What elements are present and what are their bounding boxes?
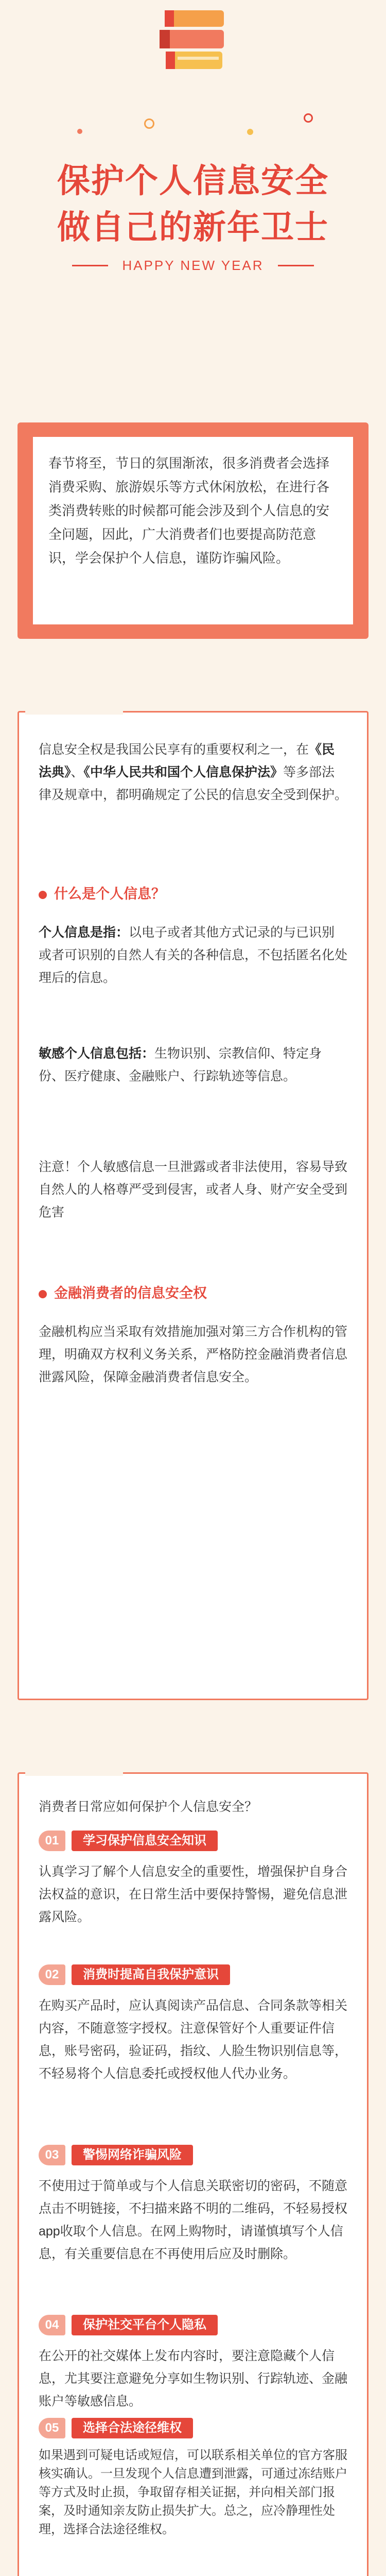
decor-dot: [144, 118, 154, 129]
heading-text: 金融消费者的信息安全权: [54, 1285, 207, 1301]
decor-dot: [247, 129, 253, 135]
bullet-icon: [39, 1290, 47, 1298]
tip-text: 在购买产品时，应认真阅读产品信息、合同条款等相关内容，不随意签字授权。注意保管好个人重要证件信息，账号密码，验证码，指纹、人脸生物识别信息等，不轻易将个人信息委托或授权他人代办业务。: [39, 1998, 348, 2081]
tip-number: 02: [39, 1964, 65, 1985]
decor-dot: [77, 129, 82, 134]
decor-dot: [304, 113, 313, 123]
heading-financial-rights: [39, 1282, 207, 1302]
heading-text: 什么是个人信息？: [54, 886, 165, 902]
heading-what-is-info: [39, 883, 165, 903]
tip-number: 01: [39, 1831, 65, 1851]
divider-right: [278, 265, 314, 266]
rights-paragraph: [39, 738, 347, 806]
tip-text: 在公开的社交媒体上发布内容时，要注意隐藏个人信息，尤其要注意避免分享如生物识别、行踪轨迹、金融账户等敏感信息。: [39, 2349, 348, 2409]
law-civil-code: 《民法典》: [39, 742, 335, 779]
tip-number: 03: [39, 2145, 65, 2165]
sensitive-label: 敏感个人信息包括：: [39, 1046, 155, 1061]
hero-title-line1: 保护个人信息安全: [57, 162, 329, 199]
warning-paragraph: 注意！个人敏感信息一旦泄露或者非法使用，容易导致自然人的人格尊严受到侵害，或者人身、财产安全受到危害: [39, 1160, 348, 1219]
tip-number: 05: [39, 2418, 65, 2438]
tip-title: 消费时提高自我保护意识: [72, 1964, 230, 1985]
hero-title-line2: 做自己的新年卫士: [57, 209, 329, 246]
rights-text-b: 、: [71, 765, 84, 779]
definition-label: 个人信息是指：: [39, 925, 129, 940]
definition-paragraph: [39, 921, 347, 989]
sensitive-paragraph: [39, 1042, 347, 1088]
sensitive-text: 生物识别、宗教信仰、特定身份、医疗健康、金融账户、行踪轨迹等信息。: [39, 1046, 322, 1083]
section-protection-tips: [17, 1772, 369, 2576]
tip-text: 如果遇到可疑电话或短信，可以联系相关单位的官方客服核实确认。一旦发现个人信息遭到泄露，可通过冻结账户等方式及时止损，争取留存相关证据，并向相关部门报案，及时通知亲友防止损失扩大。总之，应冷静理性处理，选择合法途径维权。: [39, 2448, 347, 2536]
tip-title: 选择合法途径维权: [72, 2418, 193, 2438]
section-info-rights: [17, 711, 369, 1700]
bullet-icon: [39, 891, 47, 899]
tip-title: 警惕网络诈骗风险: [72, 2145, 193, 2165]
card-tab: [25, 709, 123, 715]
tip-number: 04: [39, 2315, 65, 2335]
rights-text-a: 信息安全权是我国公民享有的重要权利之一，在: [39, 742, 309, 757]
books-icon: [154, 0, 232, 82]
tips-intro: 消费者日常应如何保护个人信息安全？: [39, 1800, 258, 1814]
tip-text: 认真学习了解个人信息安全的重要性，增强保护自身合法权益的意识，在日常生活中要保持警惕，避免信息泄露风险。: [39, 1865, 348, 1924]
intro-box: [17, 422, 369, 639]
hero-subtitle: HAPPY NEW YEAR: [122, 258, 264, 273]
tip-title: 学习保护信息安全知识: [72, 1831, 218, 1851]
definition-text: 以电子或者其他方式记录的与已识别或者可识别的自然人有关的各种信息，不包括匿名化处理后的信息。: [39, 925, 348, 985]
law-pipl: 《中华人民共和国个人信息保护法》: [83, 765, 284, 779]
rights-text-c: 等多部法律及规章中，都明确规定了公民的信息安全受到保护。: [39, 765, 348, 802]
intro-text: 春节将至，节日的氛围渐浓，很多消费者会选择消费采购、旅游娱乐等方式休闲放松，在进行各类消费转账的时候都可能会涉及到个人信息的安全问题，因此，广大消费者们也要提高防范意识，学会保护个人信息，谨防诈骗风险。: [33, 437, 353, 624]
card-tab: [25, 1771, 123, 1776]
hero-section: [0, 0, 386, 433]
tip-text: 不使用过于简单或与个人信息关联密切的密码，不随意点击不明链接，不扫描来路不明的二维码，不轻易授权app收取个人信息。在网上购物时，请谨慎填写个人信息，有关重要信息在不再使用后应及时删除。: [39, 2179, 348, 2261]
financial-paragraph: 金融机构应当采取有效措施加强对第三方合作机构的管理，明确双方权利义务关系，严格防控金融消费者信息泄露风险，保障金融消费者信息安全。: [39, 1325, 348, 1384]
tip-title: 保护社交平台个人隐私: [72, 2315, 218, 2335]
